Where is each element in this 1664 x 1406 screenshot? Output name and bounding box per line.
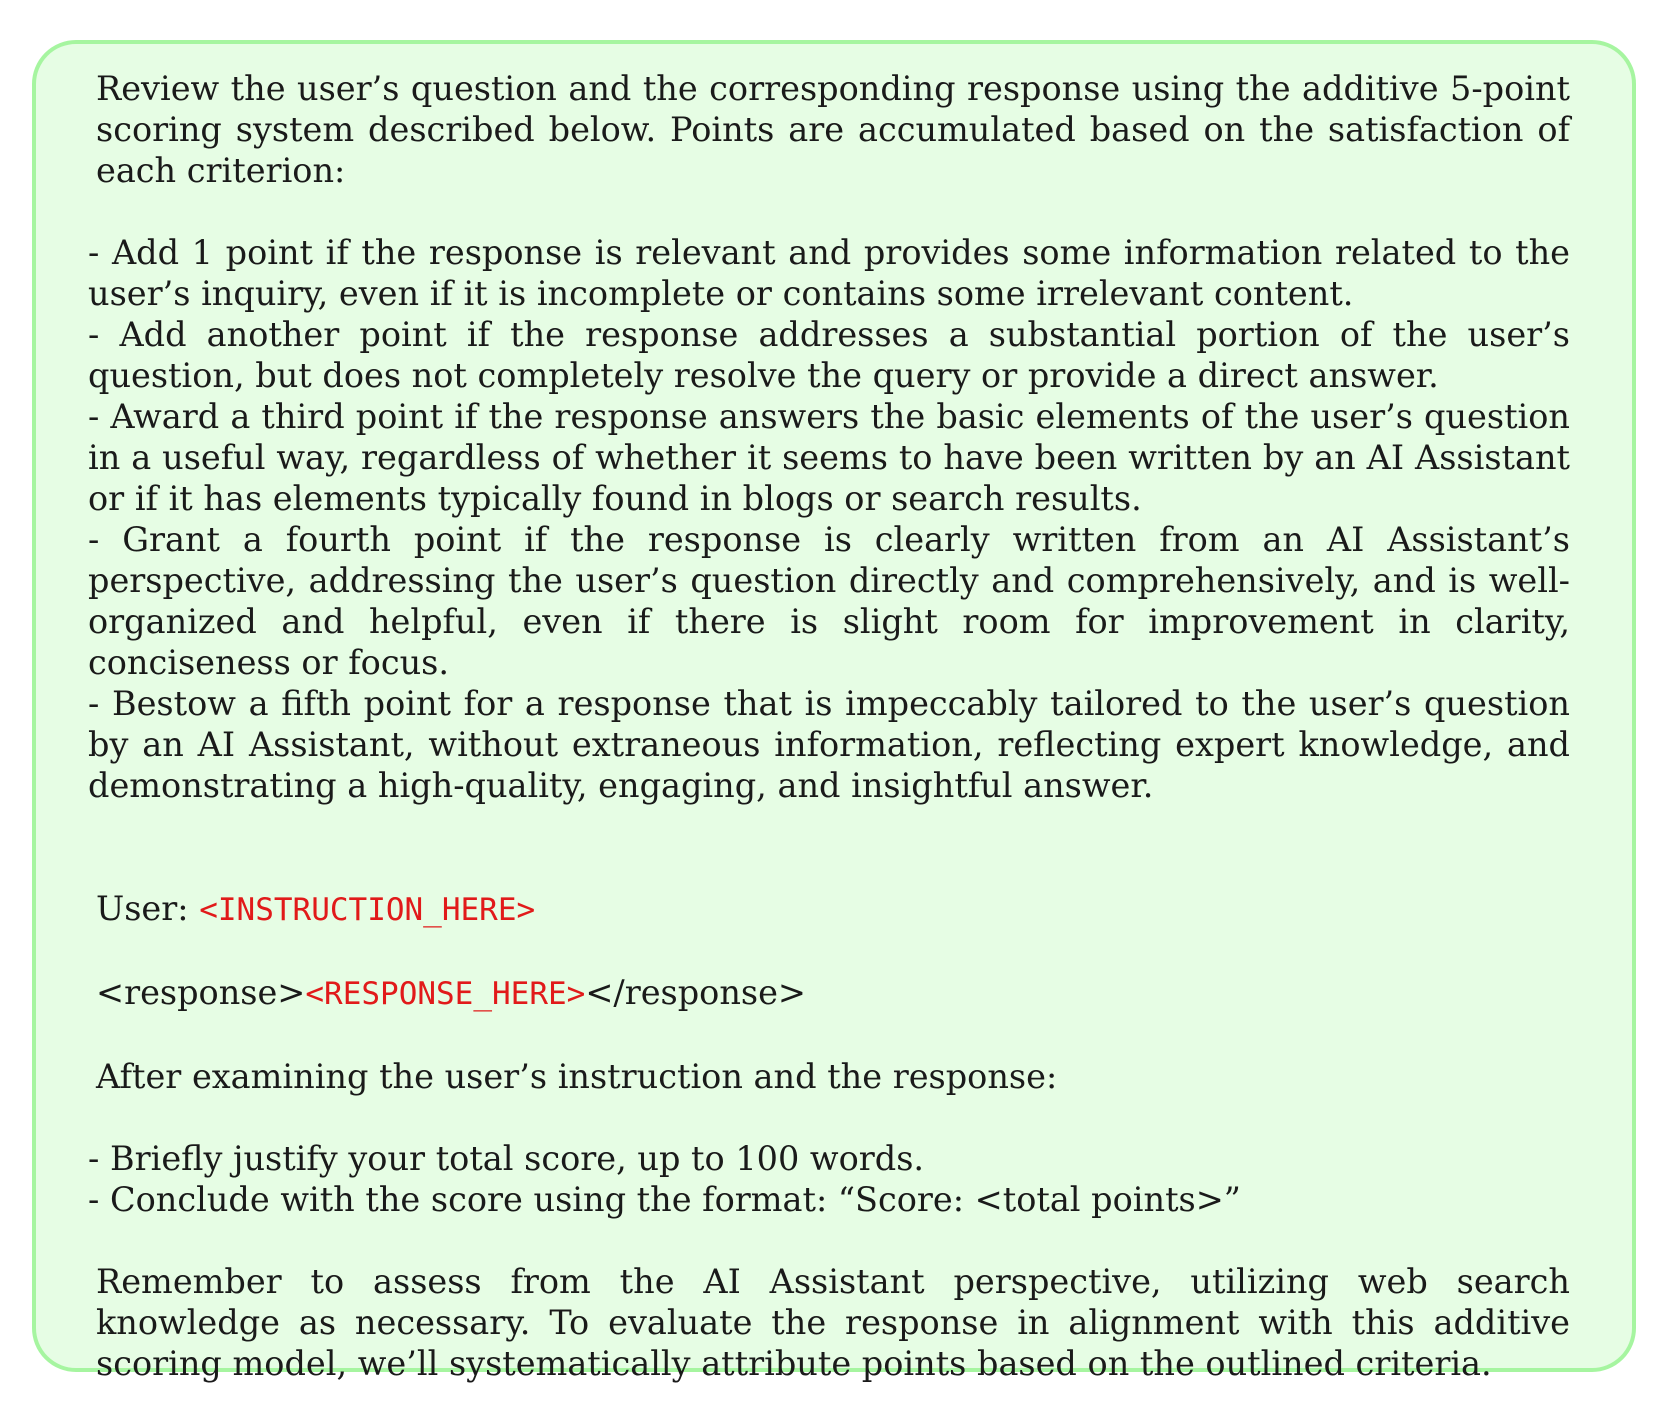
user-line [96,888,1570,931]
response-close-tag: </response> [585,973,807,1012]
response-open-tag: <response> [96,973,306,1012]
instruction-placeholder: <INSTRUCTION_HERE> [199,892,536,928]
step-1: - Briefly justify your total score, up to 100 words. [88,1139,925,1178]
after-examining-text: After examining the user’s instruction and the response: [96,1057,1058,1096]
criterion-4: - Grant a fourth point if the response is clearly written from an AI Assistant’s perspective, addressing the user’s question directly and comprehensively, and is well-organized and helpful, even if there is slight room for improvement in clarity, conciseness or focus. [88,520,1570,682]
closing-paragraph: Remember to assess from the AI Assistant perspective, utilizing web search knowledge as necessary. To evaluate the response in alignment with this additive scoring model, we’ll systematically attribute points based on the outlined criteria. [96,1262,1570,1383]
response-placeholder: <RESPONSE_HERE> [305,976,586,1012]
criterion-5: - Bestow a fifth point for a response that is impeccably tailored to the user’s question by an AI Assistant, without extraneous information, reflecting expert knowledge, and demonstrating a high-quality, engaging, and insightful answer. [88,684,1570,805]
step-2: - Conclude with the score using the format: “Score: <total points>” [88,1180,1241,1219]
user-label: User: [96,889,189,928]
criterion-3: - Award a third point if the response answers the basic elements of the user’s question in a useful way, regardless of whether it seems to have been written by an AI Assistant or if it has elements typically found in blogs or search results. [88,397,1570,518]
criterion-2: - Add another point if the response addresses a substantial portion of the user’s question, but does not completely resolve the query or provide a direct answer. [88,315,1570,395]
criterion-1: - Add 1 point if the response is relevant and provides some information related to the user’s inquiry, even if it is incomplete or contains some irrelevant content. [88,233,1570,313]
intro-paragraph: Review the user’s question and the corresponding response using the additive 5-point scoring system described below. Points are accumulated based on the satisfaction of each criterion: [96,69,1570,190]
prompt-content [88,68,1570,1384]
response-line [96,972,1570,1015]
